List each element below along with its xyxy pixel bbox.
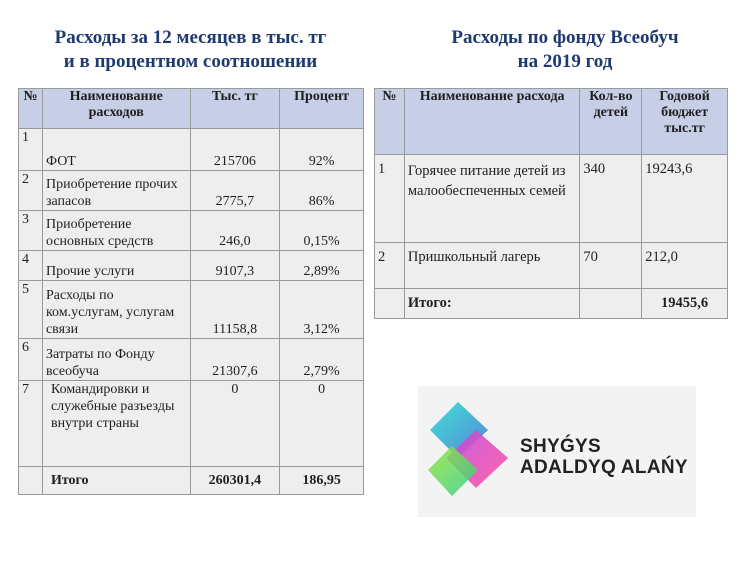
table-row [19, 171, 364, 211]
header-name: Наименование расходов [42, 89, 190, 129]
total-amount: 260301,4 [190, 467, 280, 495]
row-number: 1 [19, 129, 43, 171]
row-number: 2 [19, 171, 43, 211]
row-name: Командировки и служебные разъезды внутри страны [42, 381, 190, 467]
row-name: Приобретение прочих запасов [42, 171, 190, 211]
header-number: № [19, 89, 43, 129]
logo-line2: ADALDYQ ALAŃY [520, 457, 688, 478]
vseobuch-table [374, 88, 728, 319]
row-amount: 21307,6 [190, 339, 280, 381]
table-row [19, 339, 364, 381]
row-amount: 2775,7 [190, 171, 280, 211]
row-count: 70 [580, 243, 642, 289]
row-number: 6 [19, 339, 43, 381]
header-number: № [375, 89, 405, 155]
header-children-count: Кол-во детей [580, 89, 642, 155]
row-name: Расходы по ком.услугам, услугам связи [42, 281, 190, 339]
header-name: Наименование расхода [404, 89, 580, 155]
row-name: Пришкольный лагерь [404, 243, 580, 289]
total-percent: 186,95 [280, 467, 364, 495]
logo-wordmark [520, 436, 688, 478]
table-row [375, 155, 728, 243]
row-number: 3 [19, 211, 43, 251]
table-row [375, 243, 728, 289]
total-label: Итого: [404, 289, 580, 319]
table-row [19, 281, 364, 339]
row-number: 1 [375, 155, 405, 243]
header-percent: Процент [280, 89, 364, 129]
row-name: Затраты по Фонду всеобуча [42, 339, 190, 381]
row-amount: 215706 [190, 129, 280, 171]
table-row [19, 129, 364, 171]
total-row [19, 467, 364, 495]
header-annual-budget: Годовой бюджет тыс.тг [642, 89, 728, 155]
row-number: 4 [19, 251, 43, 281]
row-percent: 0 [280, 381, 364, 467]
left-title-line1: Расходы за 12 месяцев в тыс. тг [54, 27, 327, 48]
row-percent: 92% [280, 129, 364, 171]
row-name: Приобретение основных средств [42, 211, 190, 251]
header-amount: Тыс. тг [190, 89, 280, 129]
row-percent: 0,15% [280, 211, 364, 251]
table-row [19, 251, 364, 281]
total-row [375, 289, 728, 319]
row-budget: 19243,6 [642, 155, 728, 243]
row-number: 7 [19, 381, 43, 467]
row-name: Горячее питание детей из малообеспеченных семей [404, 155, 580, 243]
expenses-table [18, 88, 364, 495]
row-amount: 11158,8 [190, 281, 280, 339]
row-percent: 86% [280, 171, 364, 211]
logo-line1: SHYǴYS [520, 436, 601, 457]
row-amount: 9107,3 [190, 251, 280, 281]
row-count: 340 [580, 155, 642, 243]
row-amount: 0 [190, 381, 280, 467]
right-title-line1: Расходы по фонду Всеобуч [451, 27, 679, 48]
row-amount: 246,0 [190, 211, 280, 251]
row-name: ФОТ [42, 129, 190, 171]
total-label: Итого [42, 467, 190, 495]
diamond-logo-icon [428, 400, 518, 500]
row-percent: 3,12% [280, 281, 364, 339]
row-number: 5 [19, 281, 43, 339]
table-row [19, 381, 364, 467]
left-title [18, 26, 363, 74]
row-number: 2 [375, 243, 405, 289]
table-row [19, 211, 364, 251]
right-title [400, 26, 730, 74]
row-name: Прочие услуги [42, 251, 190, 281]
total-budget: 19455,6 [642, 289, 728, 319]
right-title-line2: на 2019 год [517, 51, 613, 72]
row-budget: 212,0 [642, 243, 728, 289]
left-title-line2: и в процентном соотношении [63, 51, 318, 72]
row-percent: 2,89% [280, 251, 364, 281]
row-percent: 2,79% [280, 339, 364, 381]
